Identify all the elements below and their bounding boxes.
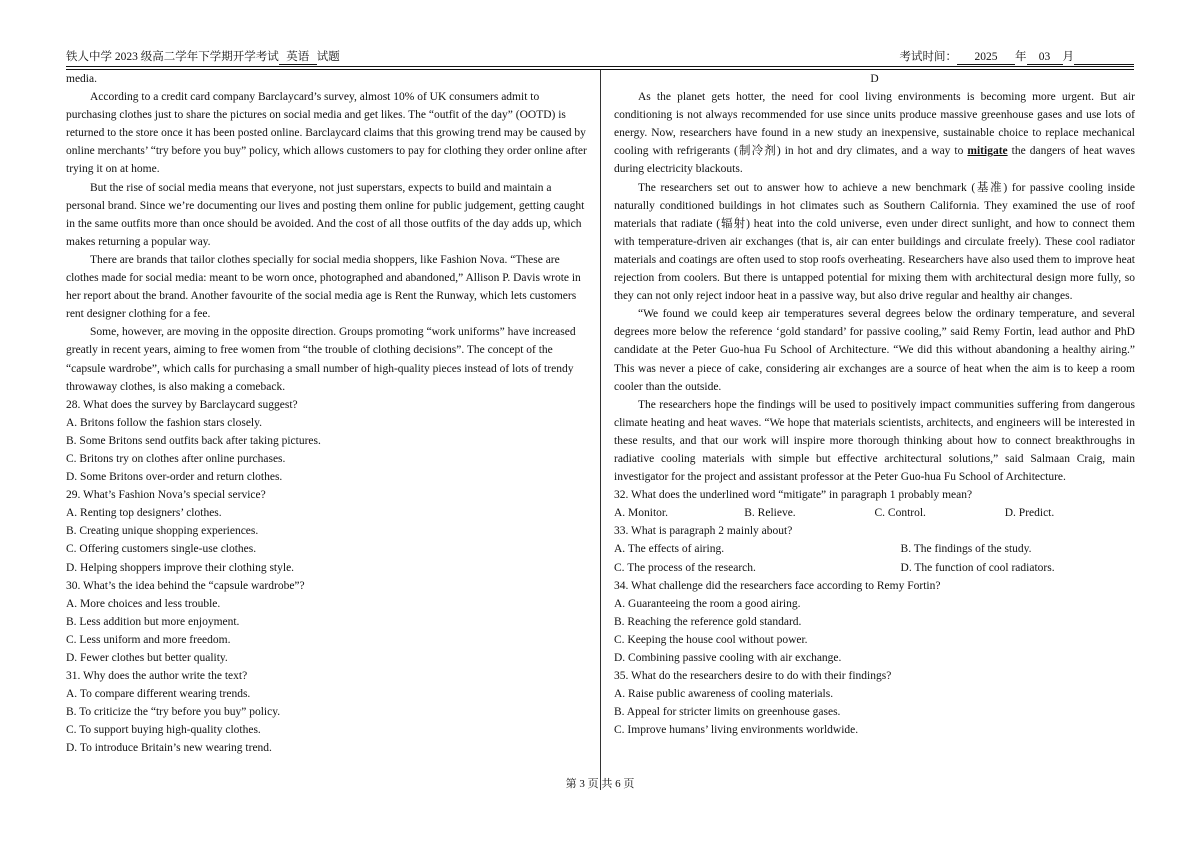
option-33a: A. The effects of airing. xyxy=(614,543,725,556)
option-28b: B. Some Britons send outfits back after taking pictures. xyxy=(66,434,321,447)
passage-c-continuation: media. xyxy=(66,73,97,85)
option-30a: A. More choices and less trouble. xyxy=(66,597,221,610)
question-30: 30. What’s the idea behind the “capsule wardrobe”? xyxy=(66,579,305,592)
p1-text-after: the dangers of heat waves during electricity blackouts. xyxy=(614,145,1135,176)
passage-d-paragraph-4: The researchers hope the findings will be used to positively impact communities suffering from dangerous climate heating and heat waves. “We hope that materials scientists, architects, and engineers will be interested in these results, and that our work will inspire more thorough thinking about how to connect breakthroughs in radiative cooling materials with simple but effective architectural solutions,” said Salmaan Craig, main investigator for the project and assistant professor at the Peter Guo-hua Fu School of Architecture. xyxy=(614,398,1135,484)
time-label: 考试时间： xyxy=(899,51,957,63)
option-35c: C. Improve humans’ living environments worldwide. xyxy=(614,724,859,737)
option-33b: B. The findings of the study. xyxy=(900,543,1032,556)
option-29b: B. Creating unique shopping experiences. xyxy=(66,525,259,538)
question-29: 29. What’s Fashion Nova’s special service? xyxy=(66,489,266,502)
option-28a: A. Britons follow the fashion stars closely. xyxy=(66,416,263,429)
option-32c: C. Control. xyxy=(874,507,926,520)
options-32 xyxy=(614,504,1135,522)
passage-d-paragraph-1 xyxy=(614,88,1135,178)
option-34a: A. Guaranteeing the room a good airing. xyxy=(614,597,801,610)
question-35: 35. What do the researchers desire to do with their findings? xyxy=(614,670,892,683)
option-32a: A. Monitor. xyxy=(614,507,668,520)
option-29a: A. Renting top designers’ clothes. xyxy=(66,507,222,520)
month-unit: 月 xyxy=(1062,51,1074,63)
option-33c: C. The process of the research. xyxy=(614,561,756,574)
option-32b: B. Relieve. xyxy=(744,507,796,520)
option-29c: C. Offering customers single-use clothes. xyxy=(66,543,257,556)
option-29d: D. Helping shoppers improve their clothing style. xyxy=(66,561,295,574)
option-35b: B. Appeal for stricter limits on greenhouse gases. xyxy=(614,706,841,719)
option-31b: B. To criticize the “try before you buy” policy. xyxy=(66,706,281,719)
title-suffix: 试题 xyxy=(316,51,340,63)
question-28: 28. What does the survey by Barclaycard suggest? xyxy=(66,398,298,411)
right-column xyxy=(614,70,1135,739)
column-divider xyxy=(600,70,601,790)
exam-time xyxy=(900,48,1135,67)
option-30c: C. Less uniform and more freedom. xyxy=(66,633,231,646)
option-32d: D. Predict. xyxy=(1004,507,1055,520)
passage-c-paragraph-1: According to a credit card company Barclaycard’s survey, almost 10% of UK consumers admit to purchasing clothes just to share the pictures on social media and get likes. The “outfit of the day” (OOTD) is returned to the store once it has been posted online. Barclaycard claims that this growing trend may be caused by online merchants’ “try before you buy” policy, which allows customers to pay for clothing they order online after trying it on at home. xyxy=(66,91,587,176)
passage-c-paragraph-2: But the rise of social media means that everyone, not just superstars, expects to build and maintain a personal brand. Since we’re documenting our lives and posting them online for public judgement, getting caught in the same outfits more than once should be avoided. And the cost of all those outfits of the day adds up, which makes returning a popular way. xyxy=(66,181,585,248)
option-28c: C. Britons try on clothes after online purchases. xyxy=(66,452,286,465)
left-column xyxy=(66,70,590,758)
passage-c-paragraph-4: Some, however, are moving in the opposite direction. Groups promoting “work uniforms” have increased greatly in recent years, aiming to free women from “the trouble of clothing decisions”. The concept of the “capsule wardrobe”, which calls for purchasing a small number of high-quality pieces instead of lots of trendy throwaway clothes, is also making a comeback. xyxy=(66,326,576,393)
question-33: 33. What is paragraph 2 mainly about? xyxy=(614,525,793,538)
underlined-word: mitigate xyxy=(967,145,1008,158)
passage-d-paragraph-2: The researchers set out to answer how to achieve a new benchmark (基准) for passive cooling inside naturally conditioned buildings in hot climates such as Southern California. They examined the use of roof materials that radiate (辐射) heat into the cold universe, even under direct sunlight, and how to connect them with temperature-driven air exchanges (that is, air can enter buildings and circulate freely). These cool radiator materials and coatings are often used to stop roofs overheating. Researchers have also used them to improve heat rejection from coolers. But there is untapped potential for mixing them with architectural design more fully, so they can not only reject indoor heat in a passive way, but also drive regular and healthy air changes. xyxy=(614,181,1135,303)
option-30b: B. Less addition but more enjoyment. xyxy=(66,615,240,628)
option-34d: D. Combining passive cooling with air exchange. xyxy=(614,652,842,664)
school-name: 铁人中学 2023 级高二学年下学期开学考试 xyxy=(66,51,279,63)
year-unit: 年 xyxy=(1015,51,1027,63)
header-rule-thick xyxy=(66,66,1134,67)
option-33d: D. The function of cool radiators. xyxy=(900,561,1055,574)
option-34c: C. Keeping the house cool without power. xyxy=(614,633,808,646)
page-header xyxy=(66,48,1134,67)
options-33-row-1 xyxy=(614,540,1135,558)
option-34b: B. Reaching the reference gold standard. xyxy=(614,615,802,628)
p1-text-before: As the planet gets hotter, the need for cool living environments is becoming more urgent. But air conditioning is not always recommended for use since units produce massive greenhouse gases and use lots of energy. Now, researchers have found in a new study an inexpensive, sustainable choice to replace mechanical cooling with refrigerants (制冷剂) in hot and dry climates, and a way to xyxy=(614,91,1135,158)
option-31a: A. To compare different wearing trends. xyxy=(66,688,251,701)
options-33-row-2 xyxy=(614,559,1135,577)
subject-name: 英语 xyxy=(279,50,317,65)
exam-month: 03 xyxy=(1027,50,1063,65)
question-34: 34. What challenge did the researchers face according to Remy Fortin? xyxy=(614,579,941,592)
page-number: 第 3 页 共 6 页 xyxy=(565,778,635,790)
header-blank-line xyxy=(1074,50,1134,65)
option-35a: A. Raise public awareness of cooling materials. xyxy=(614,688,834,701)
question-31: 31. Why does the author write the text? xyxy=(66,670,248,683)
passage-c-paragraph-3: There are brands that tailor clothes specially for social media shoppers, like Fashion Nova. “These are clothes made for social media: meant to be worn once, photographed and abandoned,” Allison P. Davis wrote in her report about the brand. Another favourite of the social media age is Rent the Runway, which lets customers rent designer clothing for a fee. xyxy=(66,253,581,321)
section-heading: D xyxy=(870,73,879,85)
option-28d: D. Some Britons over-order and return clothes. xyxy=(66,471,283,484)
question-32: 32. What does the underlined word “mitigate” in paragraph 1 probably mean? xyxy=(614,489,973,502)
exam-title xyxy=(66,48,340,67)
passage-d-paragraph-3: “We found we could keep air temperatures several degrees below the ordinary temperature, and several degrees more below the reference ‘gold standard’ for passive cooling,” said Remy Fortin, lead author and PhD candidate at the Peter Guo-hua Fu School of Architecture. “We did this without abandoning a healthy airing.” This was never a piece of cake, considering air exchanges are a source of heat when the aim is to keep a room cooler than the outside. xyxy=(614,308,1135,393)
option-30d: D. Fewer clothes but better quality. xyxy=(66,652,228,664)
option-31d: D. To introduce Britain’s new wearing trend. xyxy=(66,742,272,755)
option-31c: C. To support buying high-quality clothes. xyxy=(66,724,261,737)
exam-year: 2025 xyxy=(957,50,1015,65)
